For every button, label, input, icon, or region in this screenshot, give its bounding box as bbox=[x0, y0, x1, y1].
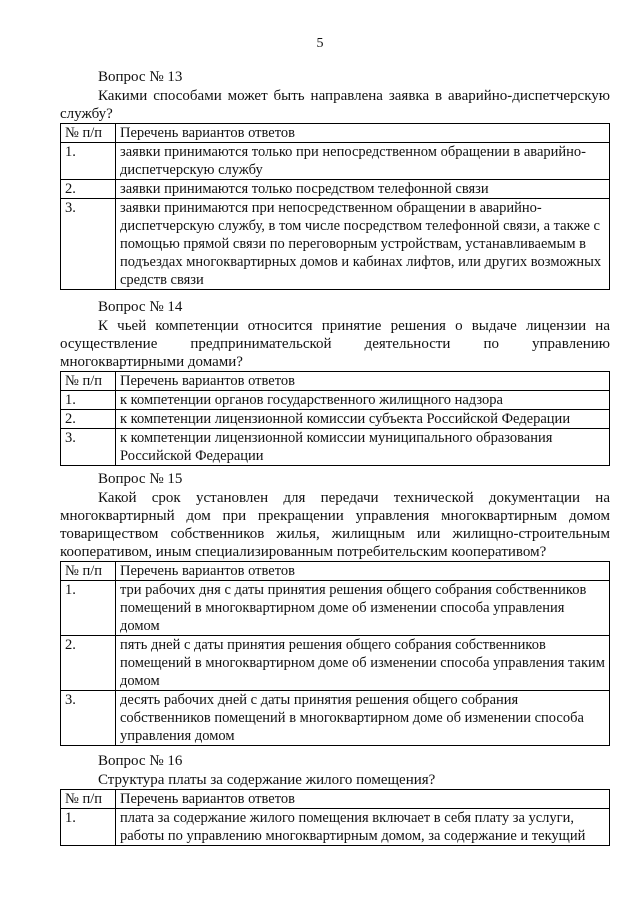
table-row bbox=[61, 180, 610, 199]
answer-num: 1. bbox=[61, 809, 116, 846]
answer-num: 1. bbox=[61, 581, 116, 636]
answer-text: три рабочих дня с даты принятия решения общего собрания собственников помещений в многоквартирном доме об изменении способа управления домом bbox=[116, 581, 610, 636]
header-num: № п/п bbox=[61, 124, 116, 143]
answer-num: 3. bbox=[61, 429, 116, 466]
answer-text: заявки принимаются только посредством телефонной связи bbox=[116, 180, 610, 199]
table-row bbox=[61, 691, 610, 746]
table-row bbox=[61, 199, 610, 290]
table-row bbox=[61, 391, 610, 410]
answer-text: заявки принимаются только при непосредственном обращении в аварийно-диспетчерскую службу bbox=[116, 143, 610, 180]
answer-text: пять дней с даты принятия решения общего собрания собственников помещений в многоквартирном доме об изменении способа управления таким домом bbox=[116, 636, 610, 691]
answer-text: к компетенции органов государственного жилищного надзора bbox=[116, 391, 610, 410]
table-header-row bbox=[61, 124, 610, 143]
question-title: Вопрос № 13 bbox=[98, 69, 183, 85]
answers-table bbox=[60, 789, 610, 846]
answer-text: десять рабочих дней с даты принятия решения общего собрания собственников помещений в многоквартирном доме об изменении способа управления домом bbox=[116, 691, 610, 746]
table-row bbox=[61, 143, 610, 180]
header-list: Перечень вариантов ответов bbox=[116, 372, 610, 391]
answer-text: к компетенции лицензионной комиссии муниципального образования Российской Федерации bbox=[116, 429, 610, 466]
answer-text: заявки принимаются при непосредственном обращении в аварийно-диспетчерскую службу, в том числе посредством телефонной связи, а также с помощью прямой связи по переговорным устройствам, устанавливаемым в подъездах многоквартирных домов и кабинах лифтов, или других возможных средств связи bbox=[116, 199, 610, 290]
table-row bbox=[61, 581, 610, 636]
answer-num: 3. bbox=[61, 691, 116, 746]
table-header-row bbox=[61, 372, 610, 391]
question-title: Вопрос № 16 bbox=[98, 753, 183, 769]
table-row bbox=[61, 429, 610, 466]
question-title: Вопрос № 14 bbox=[98, 299, 183, 315]
question-title: Вопрос № 15 bbox=[98, 471, 183, 487]
header-num: № п/п bbox=[61, 790, 116, 809]
answer-text: плата за содержание жилого помещения включает в себя плату за услуги, работы по управлению многоквартирным домом, за содержание и текущий bbox=[116, 809, 610, 846]
answer-num: 2. bbox=[61, 410, 116, 429]
table-header-row bbox=[61, 790, 610, 809]
question-text: Структура платы за содержание жилого помещения? bbox=[98, 772, 436, 788]
question-14 bbox=[60, 298, 610, 466]
answer-num: 1. bbox=[61, 391, 116, 410]
header-list: Перечень вариантов ответов bbox=[116, 562, 610, 581]
header-num: № п/п bbox=[61, 372, 116, 391]
page-number: 5 bbox=[316, 36, 324, 51]
answer-text: к компетенции лицензионной комиссии субъекта Российской Федерации bbox=[116, 410, 610, 429]
question-text: Какими способами может быть направлена заявка в аварийно-диспетчерскую службу? bbox=[60, 88, 610, 122]
question-13 bbox=[60, 68, 610, 290]
question-15 bbox=[60, 470, 610, 746]
question-text: Какой срок установлен для передачи технической документации на многоквартирный дом при прекращении управления многоквартирным домом товариществом собственников жилья, жилищным или жилищно-строительным кооперативом, иным специализированным потребительским кооперативом? bbox=[60, 490, 610, 560]
header-list: Перечень вариантов ответов bbox=[116, 790, 610, 809]
answers-table bbox=[60, 371, 610, 466]
answers-table bbox=[60, 123, 610, 290]
header-num: № п/п bbox=[61, 562, 116, 581]
table-header-row bbox=[61, 562, 610, 581]
answer-num: 2. bbox=[61, 180, 116, 199]
answer-num: 1. bbox=[61, 143, 116, 180]
answer-num: 2. bbox=[61, 636, 116, 691]
question-16 bbox=[60, 752, 610, 846]
answer-num: 3. bbox=[61, 199, 116, 290]
table-row bbox=[61, 636, 610, 691]
header-list: Перечень вариантов ответов bbox=[116, 124, 610, 143]
table-row bbox=[61, 809, 610, 846]
table-row bbox=[61, 410, 610, 429]
question-text: К чьей компетенции относится принятие решения о выдаче лицензии на осуществление предпринимательской деятельности по управлению многоквартирными домами? bbox=[60, 318, 610, 370]
answers-table bbox=[60, 561, 610, 746]
